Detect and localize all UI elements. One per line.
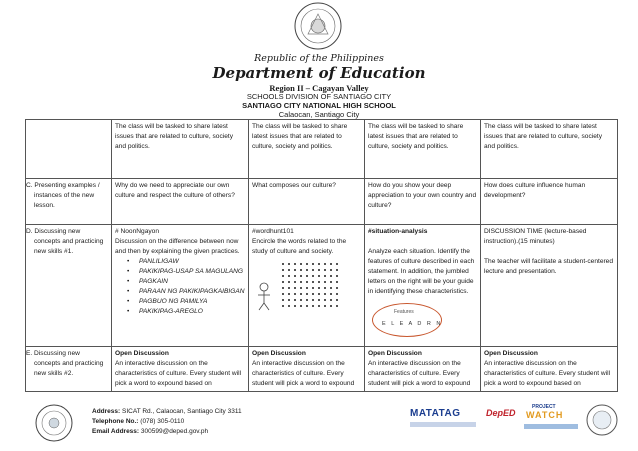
example-cell-1: Why do we need to appreciate our own culture and respect the culture of others?	[112, 179, 249, 225]
header-city: Calaocan, Santiago City	[278, 110, 360, 119]
wordsearch-cell	[288, 281, 290, 283]
header-republic: Republic of the Philippines	[254, 53, 384, 64]
wordsearch-cell	[300, 287, 302, 289]
situation-analysis-text: Analyze each situation. Identify the features of culture described in each statement. In addition, the jumbled letters on the right will be your guide in identifying these characteristics.	[368, 248, 475, 295]
open-discussion-cell-2	[249, 347, 365, 392]
wordsearch-cell	[282, 281, 284, 283]
objective-cell-2: The class will be tasked to share latest issues that are related to culture, society and politics.	[249, 120, 365, 179]
wordsearch-cell	[324, 269, 326, 271]
noonngayon-title: # NoonNgayon	[115, 228, 159, 235]
wordsearch-cell	[336, 299, 338, 301]
email-line	[92, 427, 242, 437]
wordsearch-cell	[306, 269, 308, 271]
wordsearch-cell	[324, 263, 326, 265]
wordsearch-cell	[312, 281, 314, 283]
wordsearch-cell	[306, 287, 308, 289]
row-label-empty	[26, 120, 112, 179]
wordsearch-cell	[282, 263, 284, 265]
jumbled-letters-image	[368, 301, 477, 341]
wordsearch-cell	[300, 293, 302, 295]
deped-seal-icon	[294, 2, 342, 50]
wordsearch-cell	[282, 299, 284, 301]
wordsearch-cell	[318, 281, 320, 283]
wordsearch-cell	[282, 269, 284, 271]
noonngayon-text: Discussion on the difference between now and then by explaining the given practices.	[115, 238, 240, 255]
table-row-presenting-examples	[26, 179, 618, 225]
matatag-logo-text: MATATAG	[410, 408, 461, 419]
wordsearch-cell	[324, 287, 326, 289]
open-discussion-title: Open Discussion	[484, 350, 538, 357]
wordsearch-cell	[294, 263, 296, 265]
wordsearch-cell	[330, 287, 332, 289]
wordsearch-cell	[306, 305, 308, 307]
row-label-e-text: E. Discussing new concepts and practicing new skills #2.	[26, 350, 104, 377]
practices-list	[123, 257, 245, 317]
wordsearch-cell	[294, 275, 296, 277]
letterhead	[0, 0, 638, 118]
wordsearch-cell	[318, 275, 320, 277]
wordsearch-cell	[312, 275, 314, 277]
header-department: Department of Education	[212, 64, 426, 82]
wordsearch-cell	[312, 299, 314, 301]
header-school: SANTIAGO CITY NATIONAL HIGH SCHOOL	[242, 101, 396, 110]
telephone-label: Telephone No.:	[92, 418, 139, 425]
open-discussion-text: An interactive discussion on the characteristics of culture. Every student will pick a word to expound	[252, 360, 355, 387]
wordsearch-cell	[306, 281, 308, 283]
project-logo-word: WATCH	[526, 410, 564, 420]
wordsearch-cell	[306, 275, 308, 277]
jumble-heading: Features	[394, 309, 414, 315]
wordsearch-cell	[330, 293, 332, 295]
discussion-time-title: DISCUSSION TIME (lecture-based instruction).(15 minutes)	[484, 228, 587, 245]
wordsearch-cell	[282, 293, 284, 295]
address-label: Address:	[92, 408, 121, 415]
wordsearch-cell	[300, 299, 302, 301]
discussion-cell-4	[481, 225, 618, 347]
jumble-letters: E L E A D R N	[382, 321, 443, 327]
wordsearch-cell	[300, 269, 302, 271]
wordsearch-cell	[312, 287, 314, 289]
row-label-d	[26, 225, 112, 347]
wordsearch-cell	[306, 293, 308, 295]
wordsearch-cell	[282, 305, 284, 307]
division-seal-icon	[586, 404, 618, 436]
wordsearch-cell	[324, 281, 326, 283]
wordsearch-cell	[312, 263, 314, 265]
wordsearch-cell	[306, 299, 308, 301]
wordsearch-cell	[318, 299, 320, 301]
wordsearch-grid	[282, 263, 344, 309]
telephone-line	[92, 417, 242, 427]
wordsearch-cell	[318, 263, 320, 265]
spacer	[368, 237, 477, 247]
wordsearch-cell	[300, 275, 302, 277]
row-label-c	[26, 179, 112, 225]
wordsearch-cell	[294, 293, 296, 295]
wordsearch-cell	[330, 299, 332, 301]
wordsearch-cell	[312, 305, 314, 307]
project-logo-tagline	[524, 424, 578, 429]
wordsearch-cell	[288, 275, 290, 277]
wordsearch-cell	[300, 263, 302, 265]
objective-cell-4: The class will be tasked to share latest issues that are related to culture, society and politics.	[481, 120, 618, 179]
wordsearch-cell	[288, 293, 290, 295]
wordsearch-cell	[336, 305, 338, 307]
deped-logo-text: DepED	[486, 408, 516, 418]
wordsearch-cell	[300, 281, 302, 283]
wordsearch-cell	[336, 293, 338, 295]
project-watch-logo	[522, 404, 580, 434]
wordsearch-cell	[282, 275, 284, 277]
discussion-cell-3	[365, 225, 481, 347]
header-division: SCHOOLS DIVISION OF SANTIAGO CITY	[246, 92, 392, 101]
wordsearch-cell	[330, 281, 332, 283]
open-discussion-cell-4	[481, 347, 618, 392]
address-line	[92, 407, 242, 417]
wordsearch-cell	[324, 305, 326, 307]
wordsearch-cell	[282, 287, 284, 289]
example-cell-3: How do you show your deep appreciation to your own country and culture?	[365, 179, 481, 225]
wordsearch-image	[252, 261, 361, 315]
wordsearch-cell	[294, 281, 296, 283]
wordsearch-cell	[330, 269, 332, 271]
deped-logo	[486, 408, 516, 428]
situation-analysis-title: #situation-analysis	[368, 228, 428, 235]
spacer	[484, 247, 614, 257]
example-cell-2: What composes our culture?	[249, 179, 365, 225]
header-region: Region II – Cagayan Valley	[269, 83, 369, 93]
wordsearch-cell	[294, 287, 296, 289]
wordsearch-cell	[294, 299, 296, 301]
wordsearch-cell	[324, 299, 326, 301]
matatag-logo	[410, 408, 476, 432]
wordsearch-cell	[336, 287, 338, 289]
open-discussion-title: Open Discussion	[252, 350, 306, 357]
wordsearch-cell	[330, 275, 332, 277]
table-row-objectives	[26, 120, 618, 179]
row-label-d-text: D. Discussing new concepts and practicing new skills #1.	[26, 228, 104, 255]
discussion-cell-2	[249, 225, 365, 347]
wordsearch-cell	[330, 305, 332, 307]
example-cell-4: How does culture influence human development?	[481, 179, 618, 225]
open-discussion-text: An interactive discussion on the characteristics of culture. Every student will pick a word to expound based on	[484, 360, 611, 387]
wordsearch-cell	[294, 269, 296, 271]
wordsearch-cell	[336, 275, 338, 277]
wordsearch-cell	[318, 293, 320, 295]
discussion-cell-1	[112, 225, 249, 347]
wordsearch-cell	[288, 305, 290, 307]
objective-cell-3: The class will be tasked to share latest issues that are related to culture, society and politics.	[365, 120, 481, 179]
address-value: SICAT Rd., Calaocan, Santiago City 3311	[122, 408, 242, 415]
row-label-c-text: C. Presenting examples / instances of the new lesson.	[26, 182, 100, 209]
lesson-plan-table	[25, 119, 618, 392]
wordsearch-cell	[288, 263, 290, 265]
open-discussion-text: An interactive discussion on the characteristics of culture. Every student will pick a word to expound	[368, 360, 471, 387]
wordsearch-cell	[324, 275, 326, 277]
wordsearch-cell	[288, 269, 290, 271]
practice-item: • PAKIKIPAG-USAP SA MAGULANG	[123, 267, 245, 277]
letterhead-footer	[0, 396, 638, 451]
open-discussion-title: Open Discussion	[115, 350, 169, 357]
email-value: 300599@deped.gov.ph	[140, 428, 209, 435]
contact-info	[92, 407, 242, 437]
practice-item: • PAGBUO NG PAMILYA	[123, 297, 245, 307]
telephone-value: (078) 305-0110	[140, 418, 185, 425]
wordsearch-cell	[318, 305, 320, 307]
wordsearch-cell	[336, 263, 338, 265]
objective-cell-1: The class will be tasked to share latest issues that are related to culture, society and politics.	[112, 120, 249, 179]
cartoon-figure-icon	[256, 281, 272, 311]
table-row-discussing-1	[26, 225, 618, 347]
project-logo-title: PROJECT	[532, 404, 556, 410]
practice-item: • PAGKAIN	[123, 277, 245, 287]
practice-item: • PARAAN NG PAKIKIPAGKAIBIGAN	[123, 287, 245, 297]
practice-item: • PAKIKIPAG-AREGLO	[123, 307, 245, 317]
wordsearch-cell	[318, 287, 320, 289]
wordsearch-cell	[288, 299, 290, 301]
wordhunt-text: Encircle the words related to the study of culture and society.	[252, 238, 347, 255]
wordsearch-cell	[306, 263, 308, 265]
open-discussion-cell-3	[365, 347, 481, 392]
wordsearch-cell	[336, 269, 338, 271]
wordsearch-cell	[336, 281, 338, 283]
wordsearch-cell	[312, 293, 314, 295]
wordsearch-cell	[318, 269, 320, 271]
email-label: Email Address:	[92, 428, 140, 435]
wordhunt-title: #wordhunt101	[252, 228, 294, 235]
open-discussion-cell-1	[112, 347, 249, 392]
wordsearch-cell	[324, 293, 326, 295]
wordsearch-cell	[288, 287, 290, 289]
row-label-e	[26, 347, 112, 392]
practice-item: • PANLILIGAW	[123, 257, 245, 267]
open-discussion-title: Open Discussion	[368, 350, 422, 357]
wordsearch-cell	[330, 263, 332, 265]
wordsearch-cell	[312, 269, 314, 271]
discussion-time-text: The teacher will facilitate a student-centered lecture and presentation.	[484, 258, 614, 275]
matatag-logo-tagline	[410, 422, 476, 427]
wordsearch-cell	[294, 305, 296, 307]
open-discussion-text: An interactive discussion on the characteristics of culture. Every student will pick a word to expound based on	[115, 360, 242, 387]
wordsearch-cell	[300, 305, 302, 307]
table-row-discussing-2	[26, 347, 618, 392]
school-seal-icon	[35, 404, 73, 442]
